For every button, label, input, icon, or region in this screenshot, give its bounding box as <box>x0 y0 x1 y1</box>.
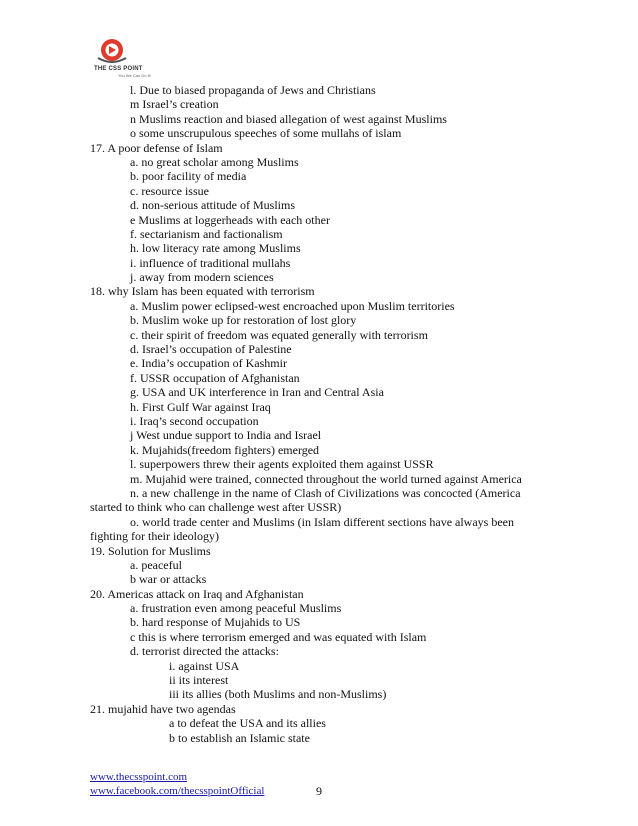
text-line: l. Due to biased propaganda of Jews and Christians <box>130 83 376 97</box>
text-line: f. sectarianism and factionalism <box>130 226 283 241</box>
text-line: n. a new challenge in the name of Clash of Civilizations was concocted (America <box>130 485 521 500</box>
text-line: a. frustration even among peaceful Muslims <box>130 601 342 616</box>
text-line: a. Muslim power eclipsed-west encroached upon Muslim territories <box>130 298 455 313</box>
text-line: 20. Americas attack on Iraq and Afghanistan <box>90 586 304 601</box>
text-line: a to defeat the USA and its allies <box>169 716 326 731</box>
text-line: h. low literacy rate among Muslims <box>130 241 301 256</box>
text-line: o. world trade center and Muslims (in Islam different sections have always been <box>130 514 514 529</box>
text-line: h. First Gulf War against Iraq <box>130 399 271 414</box>
document-body <box>90 83 560 745</box>
logo-tagline: You We Can Do It! <box>118 73 151 78</box>
text-line: m. Mujahid were trained, connected throughout the world turned against America <box>130 471 522 486</box>
text-line: c. resource issue <box>130 183 209 198</box>
website-link[interactable]: www.thecsspoint.com <box>90 771 188 783</box>
text-line: d. non-serious attitude of Muslims <box>130 198 295 213</box>
text-line: b war or attacks <box>130 572 207 587</box>
text-line: a. no great scholar among Muslims <box>130 154 299 169</box>
text-line: i. Iraq’s second occupation <box>130 413 259 428</box>
text-line: started to think who can challenge west after USSR) <box>90 500 342 515</box>
logo-name: THE CSS POINT <box>94 66 143 72</box>
text-line: n Muslims reaction and biased allegation of west against Muslims <box>130 111 447 126</box>
text-line: iii its allies (both Muslims and non-Muslims) <box>169 687 387 702</box>
text-line: c. their spirit of freedom was equated generally with terrorism <box>130 327 428 342</box>
text-line: d. Israel’s occupation of Palestine <box>130 342 292 357</box>
footer <box>90 770 264 798</box>
text-line: c this is where terrorism emerged and was equated with Islam <box>130 629 427 644</box>
text-line: 17. A poor defense of Islam <box>90 140 223 155</box>
text-line: i. influence of traditional mullahs <box>130 255 291 270</box>
text-line: 19. Solution for Muslims <box>90 543 211 558</box>
page-number: 9 <box>316 784 322 798</box>
text-line: 21. mujahid have two agendas <box>90 701 236 716</box>
text-line: b to establish an Islamic state <box>169 730 310 745</box>
text-line: j. away from modern sciences <box>130 270 274 285</box>
text-line: a. peaceful <box>130 557 182 572</box>
text-line: j West undue support to India and Israel <box>130 428 322 443</box>
facebook-link[interactable]: www.facebook.com/thecsspointOfficial <box>90 785 265 797</box>
text-line: 18. why Islam has been equated with terrorism <box>90 284 315 299</box>
logo-mark-icon <box>90 36 140 68</box>
text-line: b. Muslim woke up for restoration of lost glory <box>130 313 357 328</box>
text-line: f. USSR occupation of Afghanistan <box>130 370 300 385</box>
text-line: g. USA and UK interference in Iran and Central Asia <box>130 385 384 400</box>
text-line: b. poor facility of media <box>130 169 247 184</box>
text-line: e. India’s occupation of Kashmir <box>130 356 287 371</box>
text-line: l. superpowers threw their agents exploited them against USSR <box>130 457 434 472</box>
text-line: o some unscrupulous speeches of some mullahs of islam <box>130 126 402 141</box>
text-line: b. hard response of Mujahids to US <box>130 615 301 630</box>
text-line: e Muslims at loggerheads with each other <box>130 212 330 227</box>
text-line: i. against USA <box>169 658 240 673</box>
text-line: ii its interest <box>169 673 229 688</box>
text-line: m Israel’s creation <box>130 97 219 112</box>
text-line: d. terrorist directed the attacks: <box>130 644 279 659</box>
text-line: k. Mujahids(freedom fighters) emerged <box>130 442 320 457</box>
text-line: fighting for their ideology) <box>90 529 219 544</box>
